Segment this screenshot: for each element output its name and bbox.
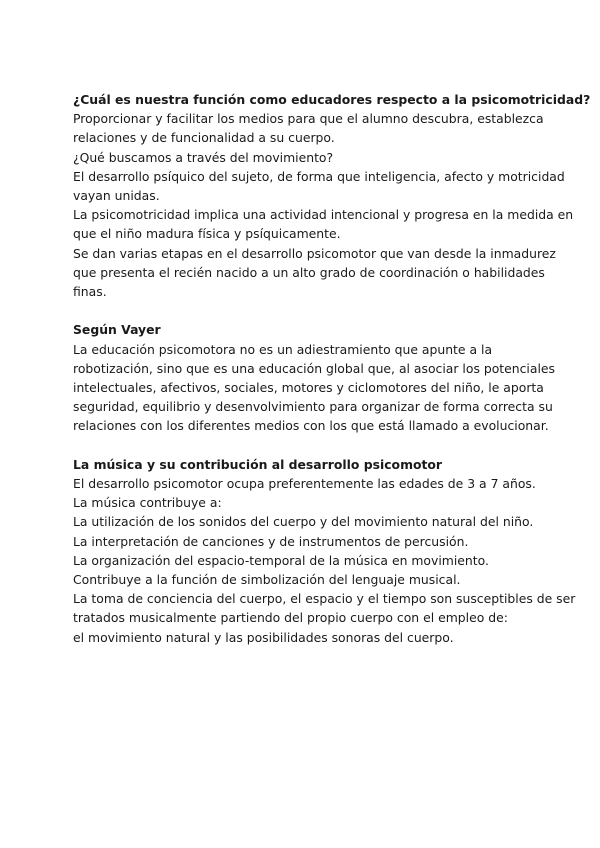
paragraph-line: que presenta el recién nacido a un alto grado de coordinación o habilidades — [73, 264, 545, 280]
paragraph-line: Se dan varias etapas en el desarrollo psicomotor que van desde la inmadurez — [73, 245, 556, 261]
paragraph-line: que el niño madura física y psíquicamente. — [73, 226, 341, 242]
paragraph-line: relaciones y de funcionalidad a su cuerpo. — [73, 130, 335, 146]
paragraph-line: La organización del espacio-temporal de la música en movimiento. — [73, 552, 489, 568]
section-educator-function — [73, 90, 591, 301]
paragraph-line: El desarrollo psicomotor ocupa preferentemente las edades de 3 a 7 años. — [73, 476, 536, 492]
paragraph-line: La interpretación de canciones y de instrumentos de percusión. — [73, 533, 469, 549]
paragraph-line: robotización, sino que es una educación global que, al asociar los potenciales — [73, 360, 555, 376]
paragraph-line: finas. — [73, 284, 107, 300]
section-music-contribution — [73, 455, 576, 647]
paragraph-line: relaciones con los diferentes medios con los que está llamado a evolucionar. — [73, 418, 549, 434]
paragraph-line: intelectuales, afectivos, sociales, motores y ciclomotores del niño, le aporta — [73, 380, 544, 396]
paragraph-line: ¿Qué buscamos a través del movimiento? — [73, 149, 334, 165]
paragraph-line: El desarrollo psíquico del sujeto, de forma que inteligencia, afecto y motricidad — [73, 168, 565, 184]
paragraph-line: La utilización de los sonidos del cuerpo y del movimiento natural del niño. — [73, 514, 534, 530]
section-heading: La música y su contribución al desarrollo psicomotor — [73, 456, 443, 472]
paragraph-line: vayan unidas. — [73, 188, 160, 204]
paragraph-line: Proporcionar y facilitar los medios para que el alumno descubra, establezca — [73, 111, 544, 127]
section-segun-vayer — [73, 320, 555, 435]
section-heading: ¿Cuál es nuestra función como educadores respecto a la psicomotricidad? — [73, 92, 591, 107]
paragraph-line: seguridad, equilibrio y desenvolvimiento para organizar de forma correcta su — [73, 399, 553, 415]
paragraph-line: La educación psicomotora no es un adiestramiento que apunte a la — [73, 341, 493, 357]
paragraph-line: La música contribuye a: — [73, 495, 222, 511]
document-page — [73, 90, 591, 647]
section-heading: Según Vayer — [73, 322, 161, 338]
paragraph-line: el movimiento natural y las posibilidades sonoras del cuerpo. — [73, 629, 454, 645]
paragraph-line: tratados musicalmente partiendo del propio cuerpo con el empleo de: — [73, 610, 508, 626]
paragraph-line: La toma de conciencia del cuerpo, el espacio y el tiempo son susceptibles de ser — [73, 591, 576, 607]
paragraph-line: Contribuye a la función de simbolización del lenguaje musical. — [73, 572, 461, 588]
paragraph-line: La psicomotricidad implica una actividad intencional y progresa en la medida en — [73, 207, 574, 223]
